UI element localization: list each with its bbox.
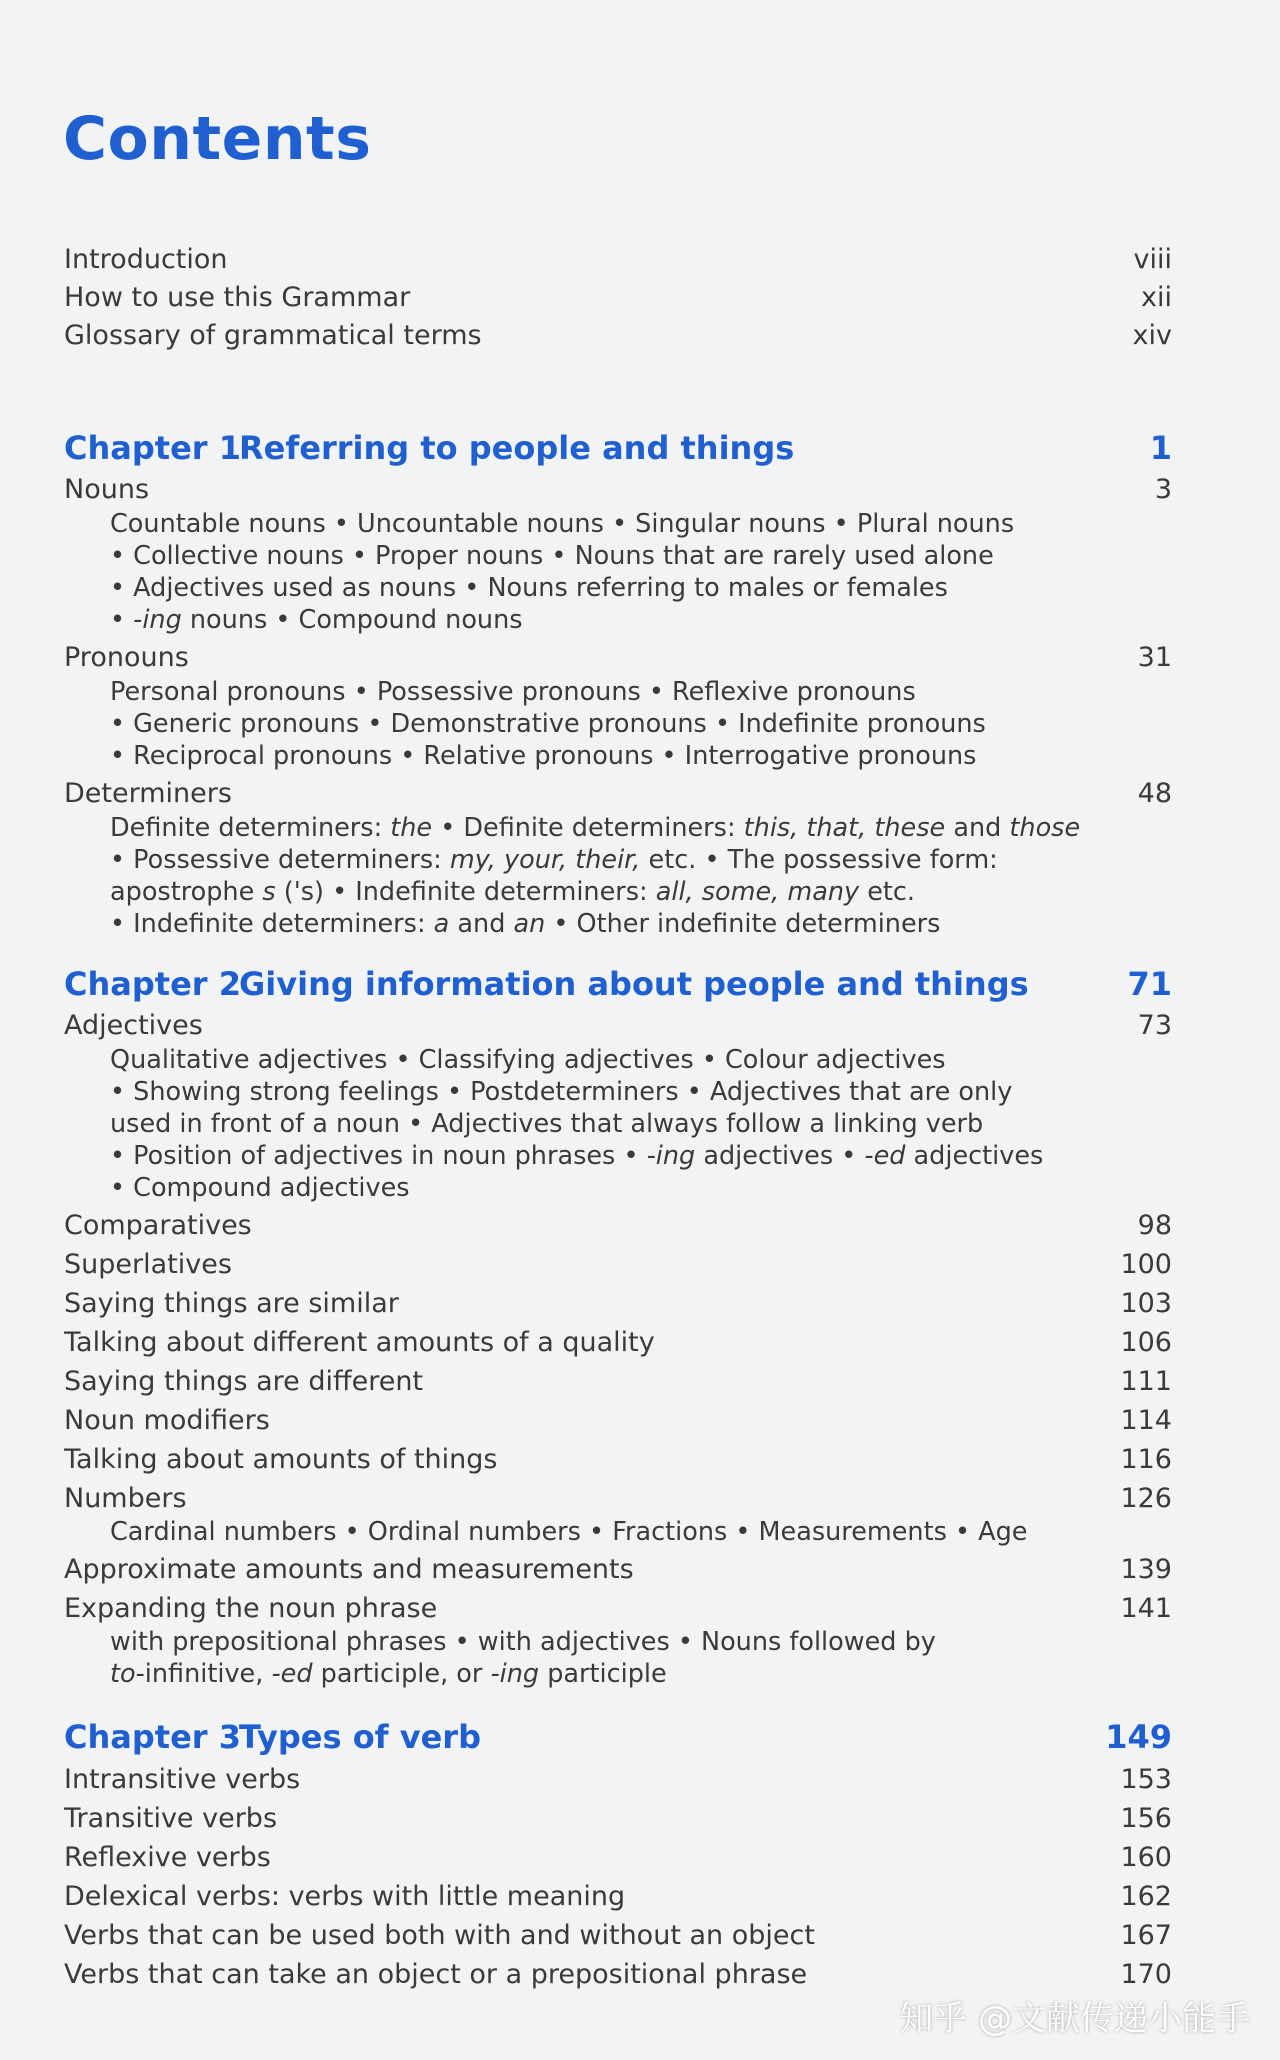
toc-entry: Noun modifiers 114 (64, 1405, 1172, 1436)
page-number: 160 (1120, 1842, 1172, 1873)
toc-entry: Intransitive verbs 153 (64, 1764, 1172, 1795)
toc-entry: Talking about amounts of things 116 (64, 1444, 1172, 1475)
page-number: xii (1141, 282, 1172, 313)
toc-entry: Expanding the noun phrase 141 (64, 1593, 1172, 1624)
page-number: 31 (1137, 642, 1172, 673)
toc-entry: Approximate amounts and measurements 139 (64, 1554, 1172, 1585)
toc-entry: Glossary of grammatical terms xiv (64, 320, 1172, 351)
toc-subline: Definite determiners: the • Definite determiners: this, that, these and those (110, 813, 1081, 843)
page-number: 114 (1120, 1405, 1172, 1436)
page-number: 153 (1120, 1764, 1172, 1795)
toc-entry: How to use this Grammar xii (64, 282, 1172, 313)
toc-entry: Nouns 3 (64, 474, 1172, 505)
page-number: 111 (1120, 1366, 1172, 1397)
toc-entry: Numbers 126 (64, 1483, 1172, 1514)
page-number: 73 (1137, 1010, 1172, 1041)
page-number: 103 (1120, 1288, 1172, 1319)
toc-subline: with prepositional phrases • with adjectives • Nouns followed by (110, 1627, 936, 1657)
page-number: 106 (1120, 1327, 1172, 1358)
toc-entry: Saying things are different 111 (64, 1366, 1172, 1397)
chapter-heading: Chapter 2Giving information about people and things 71 (64, 965, 1172, 1003)
toc-subline: to-infinitive, -ed participle, or -ing participle (110, 1659, 667, 1689)
toc-subline: • Possessive determiners: my, your, their, etc. • The possessive form: (110, 845, 998, 875)
toc-entry: Saying things are similar 103 (64, 1288, 1172, 1319)
toc-entry: Superlatives 100 (64, 1249, 1172, 1280)
toc-entry: Reflexive verbs 160 (64, 1842, 1172, 1873)
page-number: 48 (1137, 778, 1172, 809)
page-number: 170 (1120, 1959, 1172, 1990)
toc-subline: • Position of adjectives in noun phrases • -ing adjectives • -ed adjectives (110, 1141, 1044, 1171)
page-title: Contents (63, 104, 372, 174)
toc-entry: Adjectives 73 (64, 1010, 1172, 1041)
toc-subline: Cardinal numbers • Ordinal numbers • Fractions • Measurements • Age (110, 1517, 1028, 1547)
toc-entry: Delexical verbs: verbs with little meaning 162 (64, 1881, 1172, 1912)
toc-entry: Pronouns 31 (64, 642, 1172, 673)
toc-entry: Transitive verbs 156 (64, 1803, 1172, 1834)
chapter-heading: Chapter 1Referring to people and things 1 (64, 429, 1172, 467)
toc-subline: Qualitative adjectives • Classifying adjectives • Colour adjectives (110, 1045, 946, 1075)
toc-subline: Countable nouns • Uncountable nouns • Singular nouns • Plural nouns (110, 509, 1015, 539)
toc-entry: Talking about different amounts of a quality 106 (64, 1327, 1172, 1358)
toc-subline: • Reciprocal pronouns • Relative pronouns • Interrogative pronouns (110, 741, 977, 771)
page-number: xiv (1132, 320, 1172, 351)
toc-subline: • Showing strong feelings • Postdeterminers • Adjectives that are only (110, 1077, 1013, 1107)
toc-entry: Introduction viii (64, 244, 1172, 275)
page-number: 126 (1120, 1483, 1172, 1514)
toc-subline: • Indefinite determiners: a and an • Other indefinite determiners (110, 909, 941, 939)
toc-entry: Comparatives 98 (64, 1210, 1172, 1241)
page-number: 139 (1120, 1554, 1172, 1585)
page-number: 156 (1120, 1803, 1172, 1834)
page-number: 116 (1120, 1444, 1172, 1475)
page-number: 3 (1154, 474, 1172, 505)
page-number: 162 (1120, 1881, 1172, 1912)
toc-entry: Determiners 48 (64, 778, 1172, 809)
chapter-heading: Chapter 3Types of verb 149 (64, 1718, 1172, 1756)
toc-subline: • -ing nouns • Compound nouns (110, 605, 523, 635)
page-number: 167 (1120, 1920, 1172, 1951)
toc-subline: Personal pronouns • Possessive pronouns • Reflexive pronouns (110, 677, 916, 707)
toc-entry: Verbs that can be used both with and without an object 167 (64, 1920, 1172, 1951)
toc-subline: • Generic pronouns • Demonstrative pronouns • Indefinite pronouns (110, 709, 986, 739)
toc-subline: apostrophe s ('s) • Indefinite determiners: all, some, many etc. (110, 877, 916, 907)
toc-subline: • Compound adjectives (110, 1173, 410, 1203)
toc-entry: Verbs that can take an object or a prepositional phrase 170 (64, 1959, 1172, 1990)
page-number: 100 (1120, 1249, 1172, 1280)
page-number: viii (1133, 244, 1172, 275)
toc-subline: used in front of a noun • Adjectives that always follow a linking verb (110, 1109, 984, 1139)
watermark: 知乎 @文献传递小能手 (899, 1999, 1250, 2039)
page-number: 141 (1120, 1593, 1172, 1624)
toc-subline: • Adjectives used as nouns • Nouns referring to males or females (110, 573, 948, 603)
page-number: 98 (1137, 1210, 1172, 1241)
toc-subline: • Collective nouns • Proper nouns • Nouns that are rarely used alone (110, 541, 994, 571)
